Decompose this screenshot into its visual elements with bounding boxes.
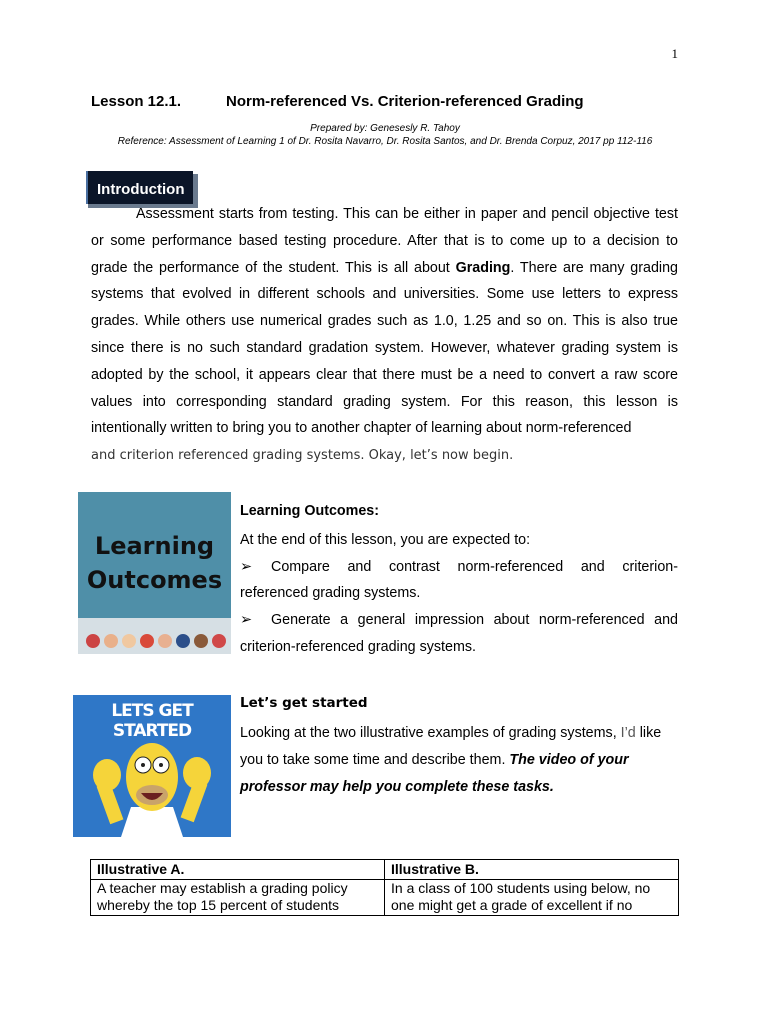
image-word-learning: Learning — [94, 532, 215, 560]
intro-text-2: . There are many grading systems that evolved in different schools and universities. Some use letters to express grades. While others use numerical grades such as 1.0, 1.25 and so on. This is also true since there is no such standard gradation system. However, whatever grading system is adopted by the school, it appears clear that there must be a need to convert a raw score values into corresponding standard grading system. For this reason, this lesson is intentionally written to bring you to another chapter of learning about norm-referenced — [91, 259, 678, 437]
outcome-item — [240, 554, 678, 581]
intro-last-line-text: and criterion referenced grading systems. Okay, let’s now begin. — [91, 448, 514, 463]
illustrative-b-header: Illustrative B. — [385, 860, 679, 880]
illustrative-b-text: In a class of 100 students using below, no one might get a grade of excellent if no — [385, 880, 679, 916]
lets-get-started-image — [73, 695, 231, 837]
arrow-bullet-icon: ➢ — [240, 612, 252, 629]
image-caption: LETS GET STARTED — [111, 701, 193, 741]
lgs-text-1: Looking at the two illustrative examples of grading systems, — [240, 725, 617, 741]
lgs-emphasis: The video of your professor may help you complete these tasks. — [240, 752, 629, 795]
lesson-number: Lesson 12.1. — [91, 93, 182, 110]
intro-text-1: Assessment starts from testing. This can be either in paper and pencil objective test or some performance based testing procedure. After that is to come up to a decision to grade the performance of the student. This is all about — [91, 206, 678, 276]
introduction-paragraph — [91, 201, 678, 442]
table-row — [91, 880, 679, 916]
child-face — [86, 634, 100, 648]
introduction-last-line — [91, 442, 678, 470]
children-row — [78, 618, 231, 654]
illustrative-table — [90, 859, 679, 916]
arrow-bullet-icon: ➢ — [240, 558, 252, 575]
child-face — [140, 634, 154, 648]
image-word-outcomes: Outcomes — [86, 566, 223, 594]
child-face — [176, 634, 190, 648]
illustrative-a-text: A teacher may establish a grading policy whereby the top 15 percent of students — [91, 880, 385, 916]
lgs-text-1-gray: I’d — [616, 725, 636, 741]
table-header-row — [91, 860, 679, 880]
child-face — [122, 634, 136, 648]
lesson-title — [91, 93, 584, 110]
child-face — [158, 634, 172, 648]
child-face — [194, 634, 208, 648]
lesson-title-text: Norm-referenced Vs. Criterion-referenced Grading — [226, 93, 584, 110]
learning-outcomes-heading: Learning Outcomes: — [240, 503, 380, 519]
outcome-text: Compare and contrast norm-referenced and criterion- — [271, 558, 678, 575]
reference: Reference: Assessment of Learning 1 of Dr. Rosita Navarro, Dr. Rosita Santos, and Dr. Brenda Corpuz, 2017 pp 112-116 — [117, 136, 653, 147]
illustrative-a-header: Illustrative A. — [91, 860, 385, 880]
child-face — [212, 634, 226, 648]
cheering-cartoon-icon — [73, 695, 231, 837]
child-face — [104, 634, 118, 648]
learning-outcomes-image — [78, 492, 231, 654]
page-number: 1 — [671, 46, 678, 61]
intro-bold-grading: Grading — [455, 259, 511, 276]
outcome-text-continued: criterion-referenced grading systems. — [240, 638, 476, 655]
outcome-text-continued: referenced grading systems. — [240, 585, 421, 602]
learning-outcomes-intro: At the end of this lesson, you are expected to: — [240, 531, 531, 548]
lets-get-started-text — [240, 720, 680, 801]
learning-outcomes — [240, 498, 678, 661]
lets-get-started-heading: Let’s get started — [240, 695, 368, 711]
outcome-item — [240, 607, 678, 634]
outcome-text: Generate a general impression about norm-referenced and — [271, 612, 678, 629]
lgs-text-2: like you to take some time and describe them. — [240, 725, 662, 768]
introduction-label: Introduction — [86, 171, 193, 204]
prepared-by: Prepared by: Genesesly R. Tahoy — [310, 123, 460, 134]
